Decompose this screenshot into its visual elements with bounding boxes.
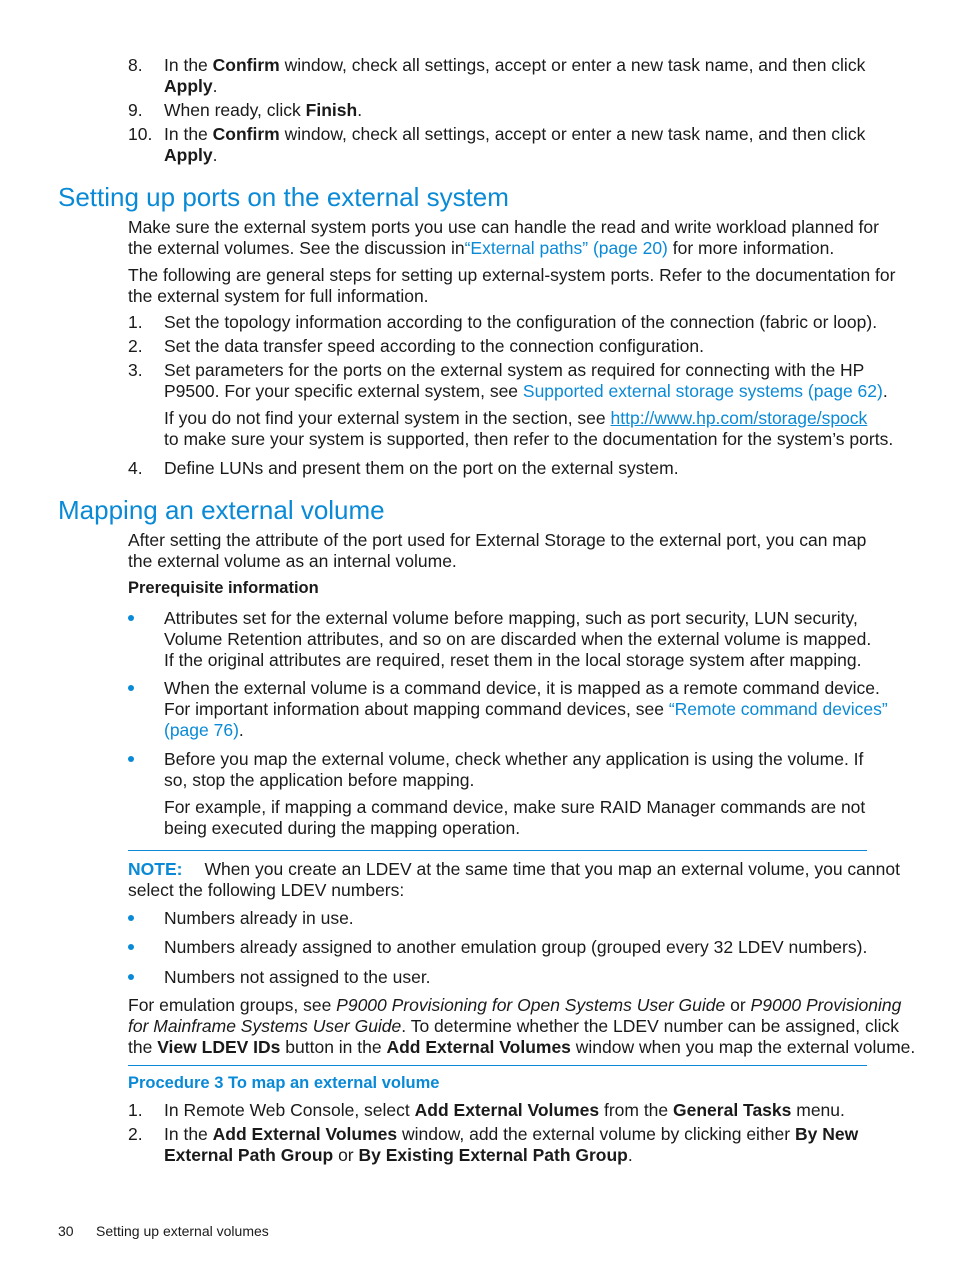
- bullet-paragraph: For example, if mapping a command device, make sure RAID Manager commands are not: [164, 797, 866, 817]
- bullet-text: For important information about mapping command devices, see “Remote command devices”: [164, 699, 888, 719]
- link-external-paths[interactable]: “External paths” (page 20): [464, 238, 668, 258]
- bullet-icon: [128, 756, 134, 762]
- paragraph-line: After setting the attribute of the port used for External Storage to the external port, you can map: [128, 530, 867, 550]
- step-8-text-cont: Apply.: [164, 76, 218, 96]
- bullet-icon: [128, 685, 134, 691]
- list-number: 2.: [128, 1124, 143, 1144]
- paragraph-line: Make sure the external system ports you use can handle the read and write workload planned for: [128, 217, 879, 237]
- note-bullet-text: Numbers already in use.: [164, 908, 354, 928]
- list-number: 4.: [128, 458, 143, 478]
- note-bullet-text: Numbers already assigned to another emulation group (grouped every 32 LDEV numbers).: [164, 937, 868, 957]
- step-text: Define LUNs and present them on the port on the external system.: [164, 458, 679, 478]
- link-remote-command-devices[interactable]: “Remote command devices”: [668, 699, 888, 719]
- note-paragraph-line: the View LDEV IDs button in the Add External Volumes window when you map the external volume.: [128, 1037, 916, 1057]
- procedure-step-text: In Remote Web Console, select Add External Volumes from the General Tasks menu.: [164, 1100, 845, 1120]
- section-heading-ports: Setting up ports on the external system: [58, 182, 509, 212]
- bullet-text: If the original attributes are required, reset them in the local storage system after mapping.: [164, 650, 862, 670]
- paragraph-line: the external volume as an internal volume.: [128, 551, 457, 571]
- procedure-step-text-cont: External Path Group or By Existing External Path Group.: [164, 1145, 633, 1165]
- paragraph-line: The following are general steps for setting up external-system ports. Refer to the documentation for: [128, 265, 896, 285]
- bullet-icon: [128, 615, 134, 621]
- list-number: 8.: [128, 55, 143, 75]
- bullet-text: so, stop the application before mapping.: [164, 770, 475, 790]
- paragraph-line: the external volumes. See the discussion in“External paths” (page 20) for more information.: [128, 238, 835, 258]
- list-number: 10.: [128, 124, 153, 144]
- list-number: 2.: [128, 336, 143, 356]
- bullet-icon: [128, 974, 134, 980]
- link-page-76[interactable]: (page 76): [164, 720, 239, 740]
- step-text: Set the data transfer speed according to the connection configuration.: [164, 336, 704, 356]
- link-hp-spock[interactable]: http://www.hp.com/storage/spock: [610, 408, 868, 428]
- note-paragraph-line: For emulation groups, see P9000 Provisioning for Open Systems User Guide or P9000 Provisioning: [128, 995, 902, 1015]
- procedure-title: Procedure 3 To map an external volume: [128, 1074, 440, 1092]
- list-number: 9.: [128, 100, 143, 120]
- page-number: 30: [58, 1223, 74, 1239]
- step-text: Set the topology information according to the configuration of the connection (fabric or loop).: [164, 312, 878, 332]
- bullet-paragraph: being executed during the mapping operation.: [164, 818, 521, 838]
- step-9-text: When ready, click Finish.: [164, 100, 363, 120]
- bullet-text: Before you map the external volume, check whether any application is using the volume. If: [164, 749, 864, 769]
- step-paragraph: If you do not find your external system in the section, see http://www.hp.com/storage/spock: [164, 408, 868, 428]
- bullet-text: (page 76).: [164, 720, 244, 740]
- prerequisite-heading: Prerequisite information: [128, 579, 319, 597]
- bullet-icon: [128, 944, 134, 950]
- step-text-cont: P9500. For your specific external system, see Supported external storage systems (page 62).: [164, 381, 888, 401]
- procedure-step-text: In the Add External Volumes window, add the external volume by clicking either By New: [164, 1124, 859, 1144]
- bullet-text: When the external volume is a command device, it is mapped as a remote command device.: [164, 678, 880, 698]
- section-heading-mapping: Mapping an external volume: [58, 495, 385, 525]
- step-text: Set parameters for the ports on the external system as required for connecting with the HP: [164, 360, 865, 380]
- step-10-text-cont: Apply.: [164, 145, 218, 165]
- note-paragraph-line: for Mainframe Systems User Guide. To determine whether the LDEV number can be assigned, click: [128, 1016, 900, 1036]
- note-top-rule: [128, 850, 867, 851]
- step-paragraph-cont: to make sure your system is supported, then refer to the documentation for the system’s ports.: [164, 429, 894, 449]
- note-line: NOTE: When you create an LDEV at the same time that you map an external volume, you cannot: [128, 859, 900, 879]
- paragraph-line: the external system for full information.: [128, 286, 429, 306]
- step-10-text: In the Confirm window, check all settings, accept or enter a new task name, and then click: [164, 124, 866, 144]
- note-bottom-rule: [128, 1065, 867, 1066]
- note-label: NOTE:: [128, 859, 183, 879]
- footer-title: Setting up external volumes: [96, 1223, 269, 1239]
- step-8-text: In the Confirm window, check all settings, accept or enter a new task name, and then click: [164, 55, 866, 75]
- bullet-text: Attributes set for the external volume before mapping, such as port security, LUN security,: [164, 608, 858, 628]
- bullet-icon: [128, 915, 134, 921]
- list-number: 1.: [128, 312, 143, 332]
- note-line: select the following LDEV numbers:: [128, 880, 405, 900]
- link-supported-storage[interactable]: Supported external storage systems (page 62): [522, 381, 883, 401]
- note-bullet-text: Numbers not assigned to the user.: [164, 967, 431, 987]
- bullet-text: Volume Retention attributes, and so on are discarded when the external volume is mapped.: [164, 629, 872, 649]
- list-number: 3.: [128, 360, 143, 380]
- list-number: 1.: [128, 1100, 143, 1120]
